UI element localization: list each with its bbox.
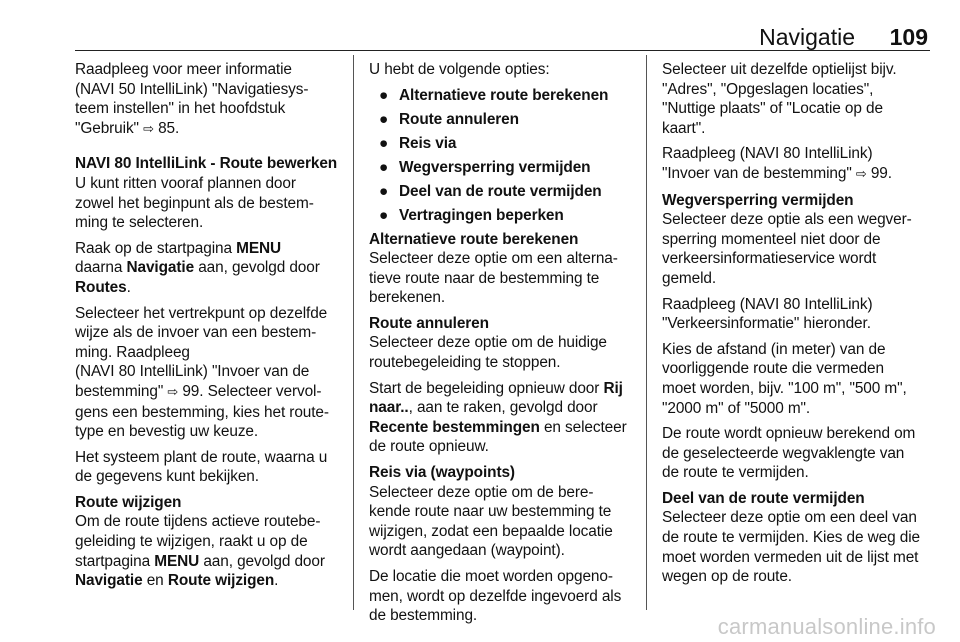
text-line: startpagina — [75, 552, 155, 570]
section-heading: NAVI 80 IntelliLink - Route bewerken — [75, 155, 338, 173]
text-line: . — [274, 572, 279, 590]
text-line: aan, gevolgd door — [194, 259, 320, 277]
bullet: ● — [379, 206, 389, 224]
paragraph — [369, 567, 641, 626]
text-line: gemeld. — [662, 269, 717, 287]
text-line: de geselecteerde wegvaklengte van — [662, 444, 905, 462]
text-line: "Adres", "Opgeslagen locaties", — [662, 80, 874, 98]
navigatie-term: Navigatie — [75, 572, 143, 590]
text-line: Selecteer deze optie om een deel van — [662, 509, 917, 527]
text-line: wijze als de invoer van een bestem- — [75, 324, 317, 342]
text-line: kende route naar uw bestemming te — [369, 503, 612, 521]
text-line: de gegevens kunt bekijken. — [75, 468, 259, 486]
bullet: ● — [379, 86, 389, 104]
subheading: Route annuleren — [369, 314, 489, 332]
text-line: "Nuttige plaats" of "Locatie op de — [662, 100, 883, 118]
text-line: Selecteer deze optie als een wegver- — [662, 211, 912, 229]
paragraph — [75, 304, 347, 442]
text-line: (NAVI 50 IntelliLink) "Navigatiesys- — [75, 80, 309, 98]
list-item — [369, 110, 641, 130]
text-line: de route te vermijden. Kies de weg die — [662, 529, 920, 547]
option-label: Reis via — [399, 134, 457, 152]
list-item — [369, 158, 641, 178]
text-line: Selecteer uit dezelfde optielijst bijv. — [662, 61, 897, 78]
option-label: Vertragingen beperken — [399, 206, 564, 224]
text-line: , aan te raken, gevolgd door — [408, 399, 598, 417]
text-line: "2000 m" of "5000 m". — [662, 399, 811, 417]
text-line: 99. Selecteer vervol- — [178, 382, 322, 400]
text-line: Selecteer het vertrekpunt op dezelfde — [75, 304, 328, 322]
text-line: de route opnieuw. — [369, 438, 489, 456]
text-line: Raadpleeg (NAVI 80 IntelliLink) — [662, 295, 873, 313]
subheading: Route wijzigen — [75, 493, 182, 511]
paragraph — [75, 60, 347, 139]
paragraph — [662, 508, 934, 586]
paragraph — [662, 295, 934, 334]
text-line: moet worden, bijv. "100 m", "500 m", — [662, 379, 907, 397]
list-item — [369, 134, 641, 154]
paragraph — [369, 379, 641, 457]
text-line: U kunt ritten vooraf plannen door — [75, 174, 296, 192]
text-line: . — [126, 278, 131, 296]
text-line: geleiding te wijzigen, raakt u op de — [75, 533, 308, 551]
column-divider — [646, 55, 647, 610]
text-line: Het systeem plant de route, waarna u — [75, 448, 328, 466]
menu-term: MENU — [236, 239, 282, 257]
text-line: tieve route naar de bestemming te — [369, 269, 600, 287]
options-list — [369, 86, 641, 226]
bullet: ● — [379, 182, 389, 200]
option-label: Wegversperring vermijden — [399, 158, 591, 176]
paragraph — [75, 239, 347, 298]
menu-term: MENU — [154, 552, 200, 570]
text-line: berekenen. — [369, 289, 446, 307]
list-item — [369, 206, 641, 226]
text-line: de route te vermijden. — [662, 464, 809, 482]
text-line: Raadpleeg (NAVI 80 IntelliLink) — [662, 145, 873, 163]
option-label: Alternatieve route berekenen — [399, 86, 609, 104]
text-line: De locatie die moet worden opgeno- — [369, 568, 613, 585]
navigatie-term: Navigatie — [126, 259, 195, 277]
text-line: moet worden vermeden uit de lijst met — [662, 548, 919, 566]
paragraph — [75, 174, 347, 233]
paragraph — [662, 210, 934, 288]
text-line: de bestemming. — [369, 607, 478, 625]
header-rule — [75, 50, 930, 51]
page-header — [75, 22, 930, 50]
text-line: ming. Raadpleeg — [75, 343, 190, 361]
paragraph — [662, 60, 934, 138]
paragraph — [662, 340, 934, 418]
paragraph — [75, 448, 347, 487]
page-reference-arrow-icon: ⇨ — [855, 166, 867, 182]
option-label: Route annuleren — [399, 110, 519, 128]
column-middle — [369, 60, 641, 632]
paragraph — [662, 144, 934, 184]
text-line: wijzigen, zodat een bepaalde locatie — [369, 522, 613, 540]
subheading: Deel van de route vermijden — [662, 489, 865, 507]
paragraph — [75, 512, 347, 590]
text-line: "Verkeersinformatie" hieronder. — [662, 315, 871, 333]
bullet: ● — [379, 110, 389, 128]
rij-term: Rij — [603, 379, 623, 397]
option-label: Deel van de route vermijden — [399, 182, 602, 200]
text-line: en — [142, 572, 168, 590]
text-line: verkeersinformatieservice wordt — [662, 250, 877, 268]
text-line: sperring momenteel niet door de — [662, 230, 881, 248]
subheading: Wegversperring vermijden — [662, 191, 854, 209]
text-line: "Gebruik" — [75, 119, 144, 137]
column-left — [75, 60, 347, 597]
text-line: zowel het beginpunt als de bestem- — [75, 194, 314, 212]
text-line: en selecteer — [539, 418, 627, 436]
text-line: ming te selecteren. — [75, 214, 204, 232]
bullet: ● — [379, 134, 389, 152]
watermark: carmanualsonline.info — [717, 614, 936, 639]
page-number: 109 — [889, 24, 928, 50]
paragraph: U hebt de volgende opties: — [369, 61, 550, 78]
text-line: Raak op de startpagina — [75, 239, 237, 257]
list-item — [369, 86, 641, 106]
paragraph — [662, 424, 934, 483]
list-item — [369, 182, 641, 202]
text-line: (NAVI 80 IntelliLink) "Invoer van de — [75, 363, 310, 381]
text-line: aan, gevolgd door — [199, 552, 325, 570]
text-line: wegen op de route. — [662, 568, 792, 586]
text-line: Raadpleeg voor meer informatie — [75, 61, 292, 78]
text-line: De route wordt opnieuw berekend om — [662, 425, 916, 443]
page-reference: 99. — [866, 164, 892, 182]
paragraph — [369, 333, 641, 372]
page-title: Navigatie — [759, 24, 855, 50]
paragraph — [369, 249, 641, 308]
recente-bestemmingen-term: Recente bestemmingen — [369, 418, 540, 436]
routes-term: Routes — [75, 278, 127, 296]
text-line: wordt aangedaan (waypoint). — [369, 542, 565, 560]
text-line: Selecteer deze optie om een alterna- — [369, 250, 618, 268]
text-line: Selecteer deze optie om de bere- — [369, 483, 594, 501]
text-line: type en bevestig uw keuze. — [75, 423, 259, 441]
text-line: gens een bestemming, kies het route- — [75, 403, 329, 421]
page-reference-arrow-icon: ⇨ — [143, 121, 154, 137]
route-wijzigen-term: Route wijzigen — [167, 572, 275, 590]
subheading: Alternatieve route berekenen — [369, 230, 579, 248]
column-divider — [353, 55, 354, 610]
text-line: daarna — [75, 259, 127, 277]
bullet: ● — [379, 158, 389, 176]
text-line: "Invoer van de bestemming" — [662, 164, 856, 182]
text-line: men, wordt op dezelfde ingevoerd als — [369, 587, 622, 605]
page-reference-arrow-icon: ⇨ — [167, 384, 179, 400]
paragraph — [369, 483, 641, 561]
text-line: kaart". — [662, 119, 706, 137]
text-line: Kies de afstand (in meter) van de — [662, 340, 886, 358]
text-line: Selecteer deze optie om de huidige — [369, 334, 607, 352]
text-line: voorliggende route die vermeden — [662, 360, 884, 378]
text-line: bestemming" — [75, 382, 168, 400]
page-reference: 85. — [153, 119, 180, 137]
text-line: teem instellen" in het hoofdstuk — [75, 100, 286, 118]
column-right — [662, 60, 934, 593]
text-line: routebegeleiding te stoppen. — [369, 354, 561, 372]
text-line: Om de route tijdens actieve routebe- — [75, 513, 321, 531]
subheading: Reis via (waypoints) — [369, 464, 515, 482]
naar-term: naar.. — [369, 399, 409, 417]
text-line: Start de begeleiding opnieuw door — [369, 379, 604, 397]
